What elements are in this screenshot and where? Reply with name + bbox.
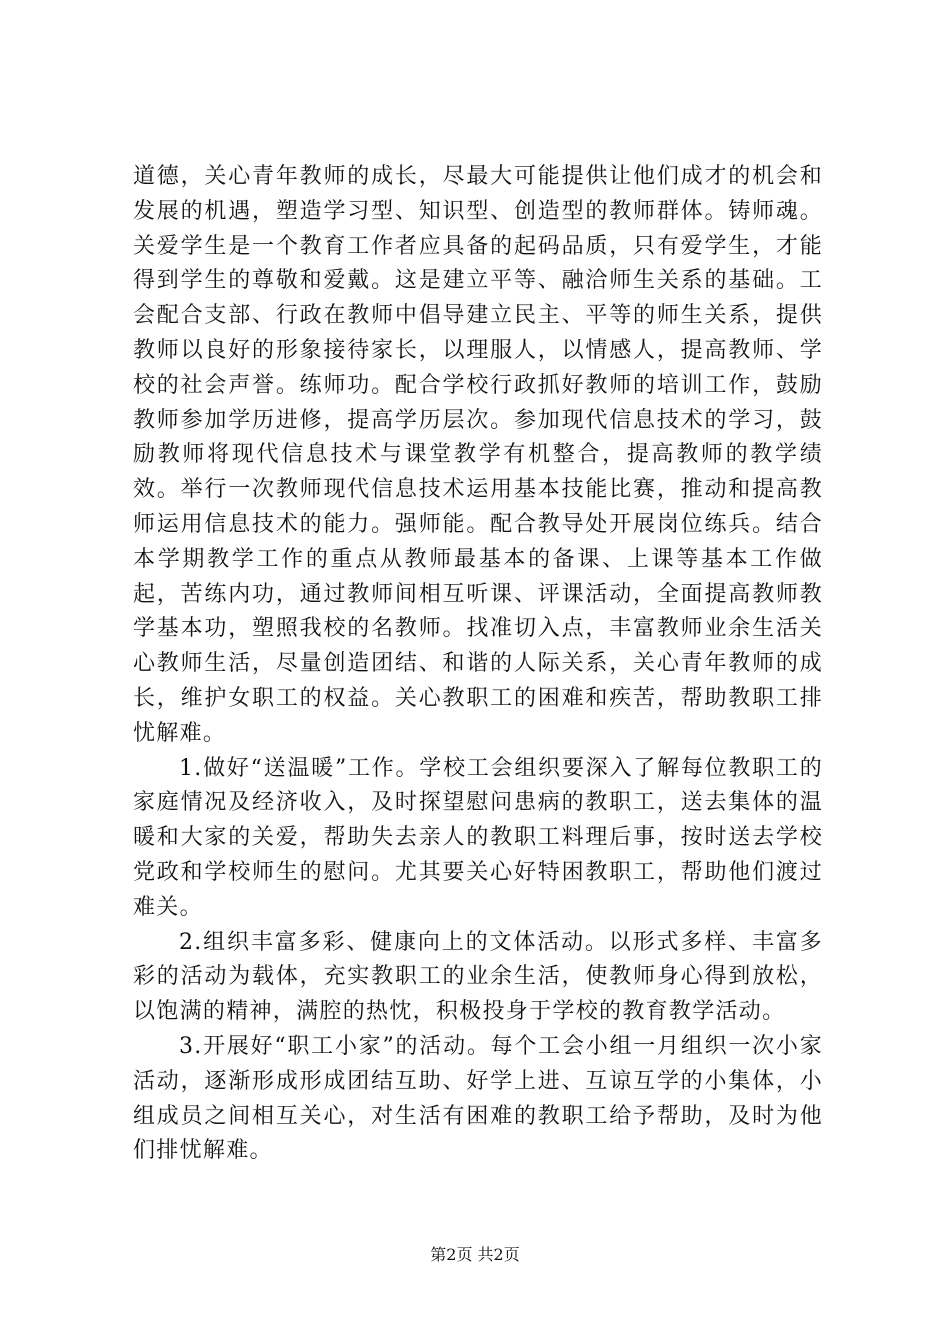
body-paragraph: 道德，关心青年教师的成长，尽最大可能提供让他们成才的机会和发展的机遇，塑造学习型、知识型、创造型的教师群体。铸师魂。关爱学生是一个教育工作者应具备的起码品质，只有爱学生，才能得到学生的尊敬和爱戴。这是建立平等、融洽师生关系的基础。工会配合支部、行政在教师中倡导建立民主、平等的师生关系，提供教师以良好的形象接待家长，以理服人，以情感人，提高教师、学校的社会声誉。练师功。配合学校行政抓好教师的培训工作，鼓励教师参加学历进修，提高学历层次。参加现代信息技术的学习，鼓励教师将现代信息技术与课堂教学有机整合，提高教师的教学绩效。举行一次教师现代信息技术运用基本技能比赛，推动和提高教师运用信息技术的能力。强师能。配合教导处开展岗位练兵。结合本学期教学工作的重点从教师最基本的备课、上课等基本工作做起，苦练内功，通过教师间相互听课、评课活动，全面提高教师教学基本功，塑照我校的名教师。找准切入点，丰富教师业余生活关心教师生活，尽量创造团结、和谐的人际关系，关心青年教师的成长，维护女职工的权益。关心教职工的困难和疾苦，帮助教职工排忧解难。 (133, 164, 823, 746)
list-item-paragraph: 1.做好“送温暖”工作。学校工会组织要深入了解每位教职工的家庭情况及经济收入，及时探望慰问患病的教职工，送去集体的温暖和大家的关爱，帮助失去亲人的教职工料理后事，按时送去学校党政和学校师生的慰问。尤其要关心好特困教职工，帮助他们渡过难关。 (133, 755, 823, 920)
list-item-paragraph: 2.组织丰富多彩、健康向上的文体活动。以形式多样、丰富多彩的活动为载体，充实教职工的业余生活，使教师身心得到放松，以饱满的精神，满腔的热忱，积极投身于学校的教育教学活动。 (133, 929, 823, 1025)
document-body (133, 160, 823, 1169)
page-footer: 第2页 共2页 (430, 1245, 520, 1264)
list-item-paragraph: 3.开展好“职工小家”的活动。每个工会小组一月组织一次小家活动，逐渐形成形成团结互助、好学上进、互谅互学的小集体，小组成员之间相互关心，对生活有困难的教职工给予帮助，及时为他们排忧解难。 (133, 1033, 823, 1164)
